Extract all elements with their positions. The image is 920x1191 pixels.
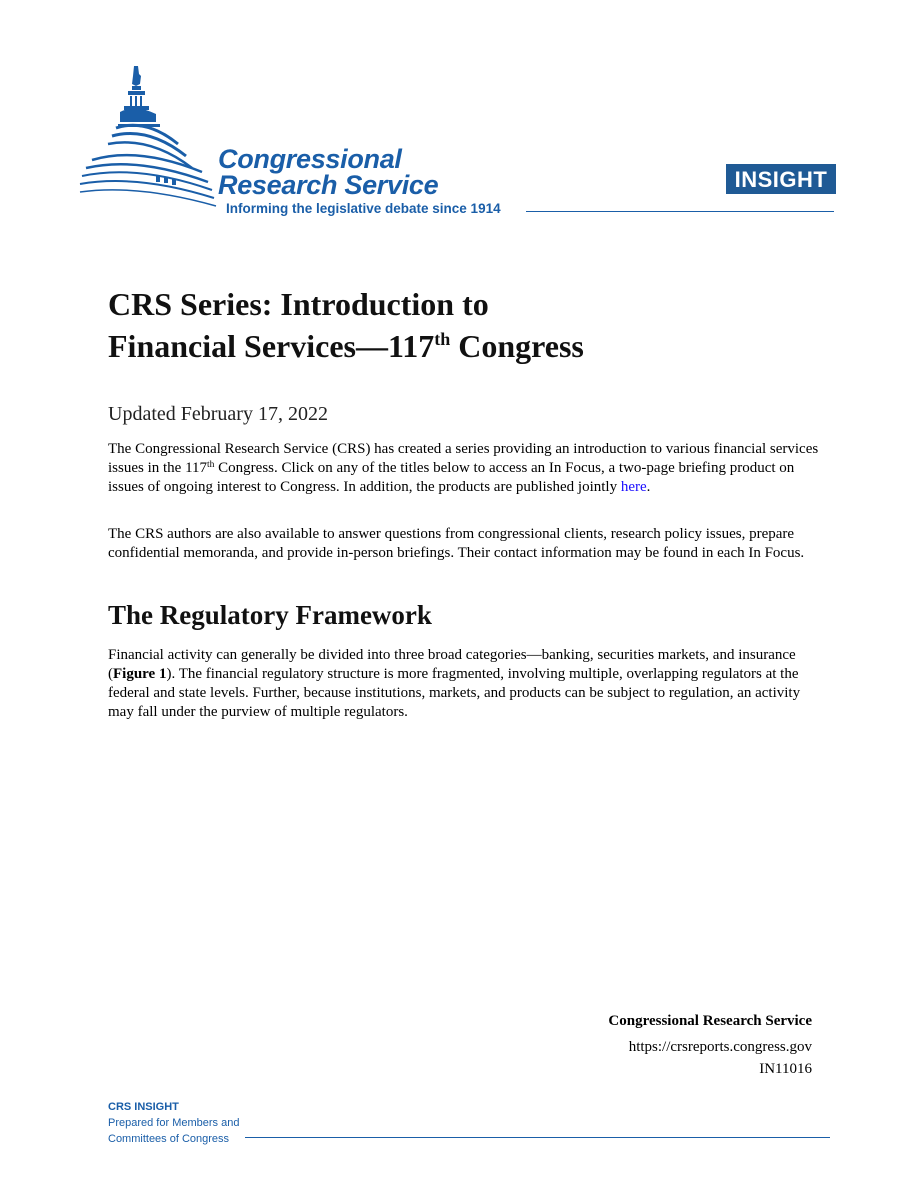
footer-label: CRS INSIGHT bbox=[108, 1101, 179, 1113]
footer-label-block bbox=[108, 1099, 239, 1147]
page-title bbox=[108, 283, 584, 367]
intro-text-end: . bbox=[646, 479, 651, 495]
footer-prepared-2: Committees of Congress bbox=[108, 1133, 230, 1145]
footer-report-id: IN11016 bbox=[759, 1061, 812, 1077]
title-line-2: Financial Services—117 bbox=[108, 328, 435, 364]
capitol-dome-logo bbox=[78, 64, 218, 214]
header-divider bbox=[526, 211, 834, 212]
section-text-b: ). The financial regulatory structure is more fragmented, involving multiple, overlapping regulators at the federal and state levels. Further, because institutions, markets, and products can be subject to regulation, an activity may fall under the purview of multiple regulators. bbox=[108, 666, 801, 720]
footer-org: Congressional Research Service bbox=[608, 1013, 812, 1029]
figure-reference: Figure 1 bbox=[113, 666, 167, 682]
updated-date: Updated February 17, 2022 bbox=[108, 403, 328, 425]
insight-badge: INSIGHT bbox=[726, 164, 836, 194]
footer-url[interactable]: https://crsreports.congress.gov bbox=[628, 1039, 812, 1055]
org-name-line-2: Research Service bbox=[218, 170, 439, 200]
intro-paragraph-2: The CRS authors are also available to answer questions from congressional clients, research policy issues, prepare confidential memoranda, and provide in-person briefings. Their contact information may be found in each In Focus. bbox=[108, 526, 805, 561]
organization-name bbox=[218, 146, 438, 198]
section-text-a: Financial activity can generally be divided into three broad categories—banking, securities markets, and insurance ( bbox=[108, 647, 796, 682]
intro-superscript: th bbox=[207, 460, 215, 470]
org-name-line-1: Congressional bbox=[218, 144, 402, 174]
organization-tagline: Informing the legislative debate since 1914 bbox=[226, 201, 501, 216]
intro-paragraph-1 bbox=[108, 440, 820, 497]
here-link[interactable]: here bbox=[620, 479, 647, 495]
section-heading: The Regulatory Framework bbox=[108, 600, 432, 630]
intro-text-a: The Congressional Research Service (CRS) has created a series providing an introduction to various financial services issues in the 117 bbox=[108, 441, 819, 476]
title-line-2-end: Congress bbox=[450, 328, 584, 364]
footer-divider bbox=[245, 1137, 830, 1138]
section-paragraph bbox=[108, 646, 820, 722]
title-superscript: th bbox=[434, 329, 451, 349]
title-line-1: CRS Series: Introduction to bbox=[108, 286, 489, 322]
footer-prepared-1: Prepared for Members and bbox=[108, 1117, 240, 1129]
intro-text-b: Congress. Click on any of the titles below to access an In Focus, a two-page briefing product on issues of ongoing interest to Congress. In addition, the products are published jointly bbox=[108, 460, 795, 495]
